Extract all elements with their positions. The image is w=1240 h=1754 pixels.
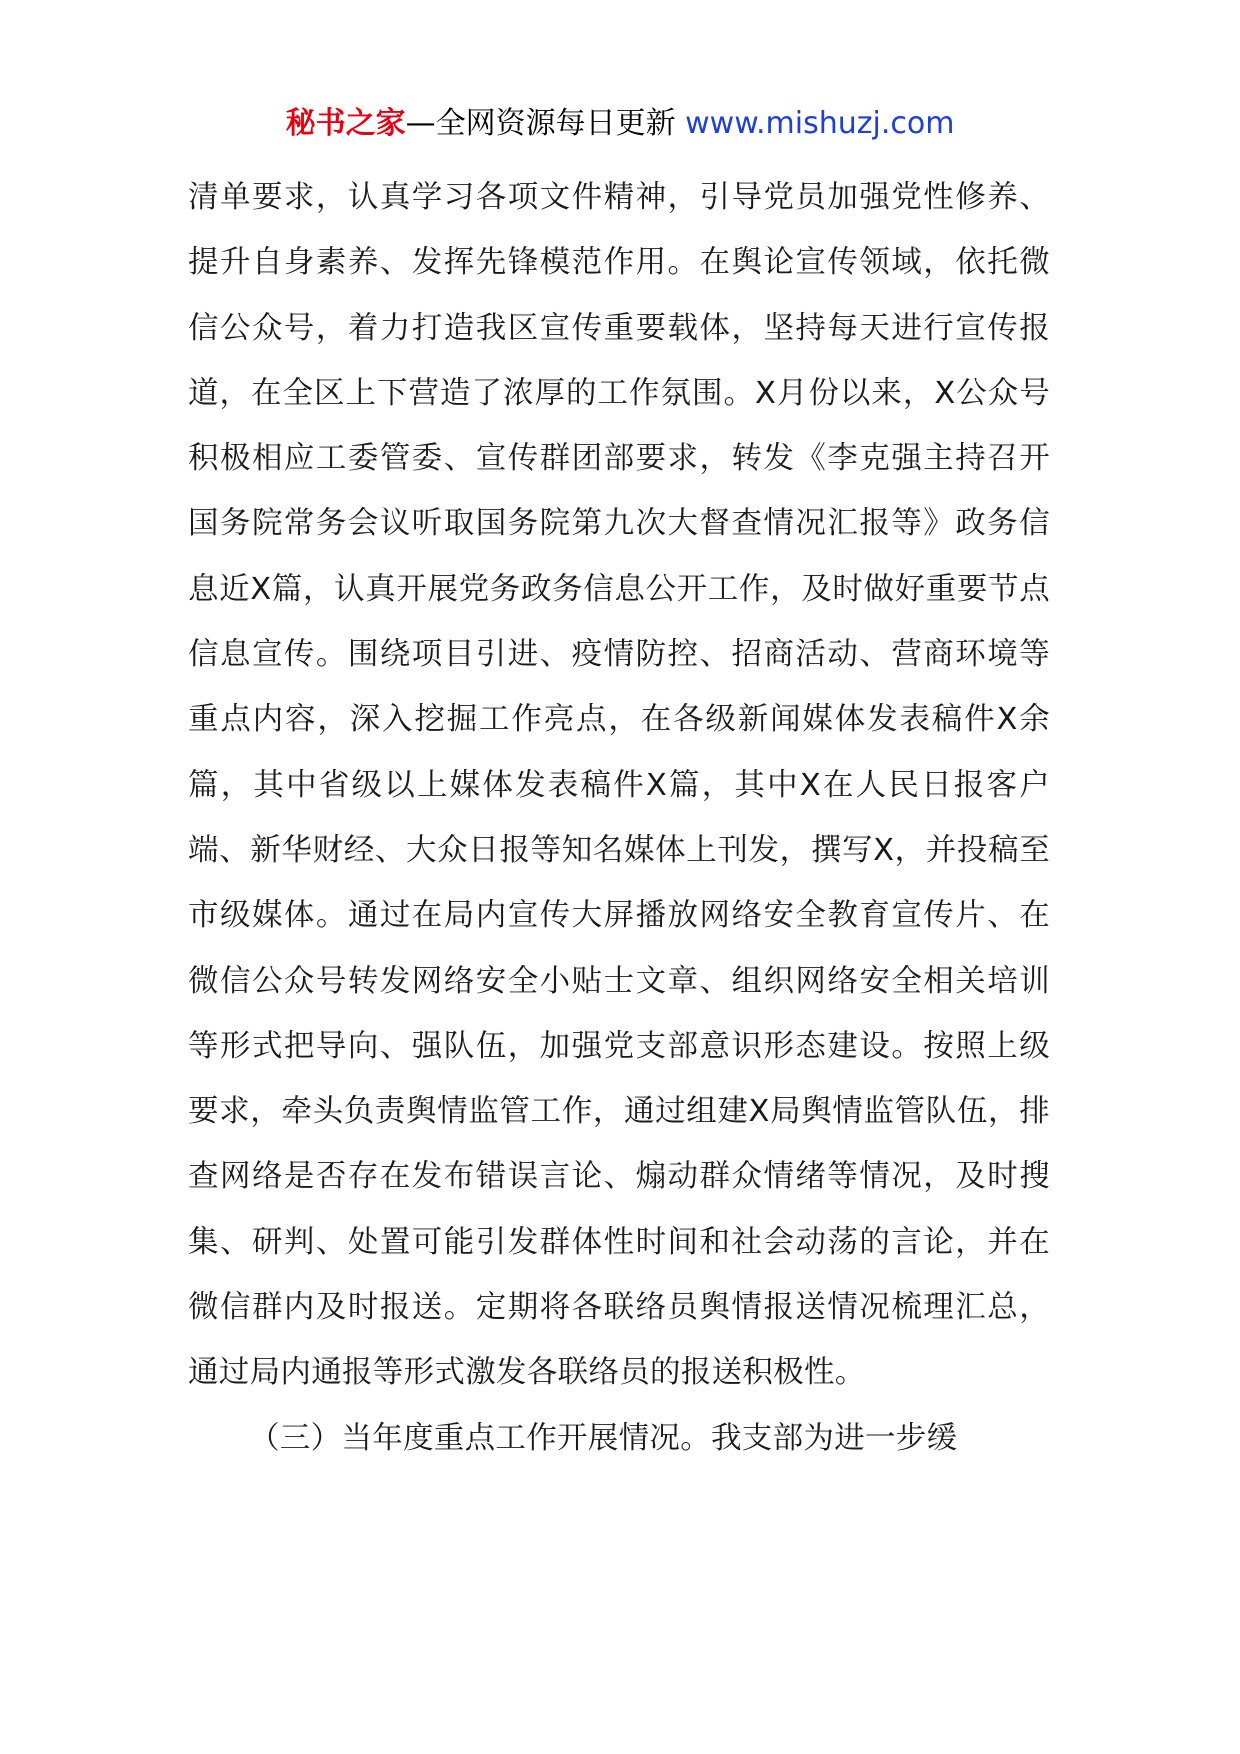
body-paragraph: 清单要求，认真学习各项文件精神，引导党员加强党性修养、提升自身素养、发挥先锋模范作用。在舆论宣传领域，依托微信公众号，着力打造我区宣传重要载体，坚持每天进行宣传报道，在全区上下营造了浓厚的工作氛围。X月份以来，X公众号积极相应工委管委、宣传群团部要求，转发《李克强主持召开国务院常务会议听取国务院第九次大督查情况汇报等》政务信息近X篇，认真开展党务政务信息公开工作，及时做好重要节点信息宣传。围绕项目引进、疫情防控、招商活动、营商环境等重点内容，深入挖掘工作亮点，在各级新闻媒体发表稿件X余篇，其中省级以上媒体发表稿件X篇，其中X在人民日报客户端、新华财经、大众日报等知名媒体上刊发，撰写X，并投稿至市级媒体。通过在局内宣传大屏播放网络安全教育宣传片、在微信公众号转发网络安全小贴士文章、组织网络安全相关培训等形式把导向、强队伍，加强党支部意识形态建设。按照上级要求，牵头负责舆情监管工作，通过组建X局舆情监管队伍，排查网络是否存在发布错误言论、煽动群众情绪等情况，及时搜集、研判、处置可能引发群体性时间和社会动荡的言论，并在微信群内及时报送。定期将各联络员舆情报送情况梳理汇总，通过局内通报等形式激发各联络员的报送积极性。 — [188, 180, 1050, 1391]
document-body — [188, 165, 1050, 1471]
header-tagline: —全网资源每日更新 — [405, 106, 676, 141]
section-heading-paragraph: （三）当年度重点工作开展情况。我支部为进一步缓 — [249, 1420, 958, 1456]
brand-name: 秘书之家 — [285, 106, 406, 141]
page-header — [0, 100, 1240, 148]
site-url-link[interactable]: www.mishuzj.com — [685, 106, 955, 141]
